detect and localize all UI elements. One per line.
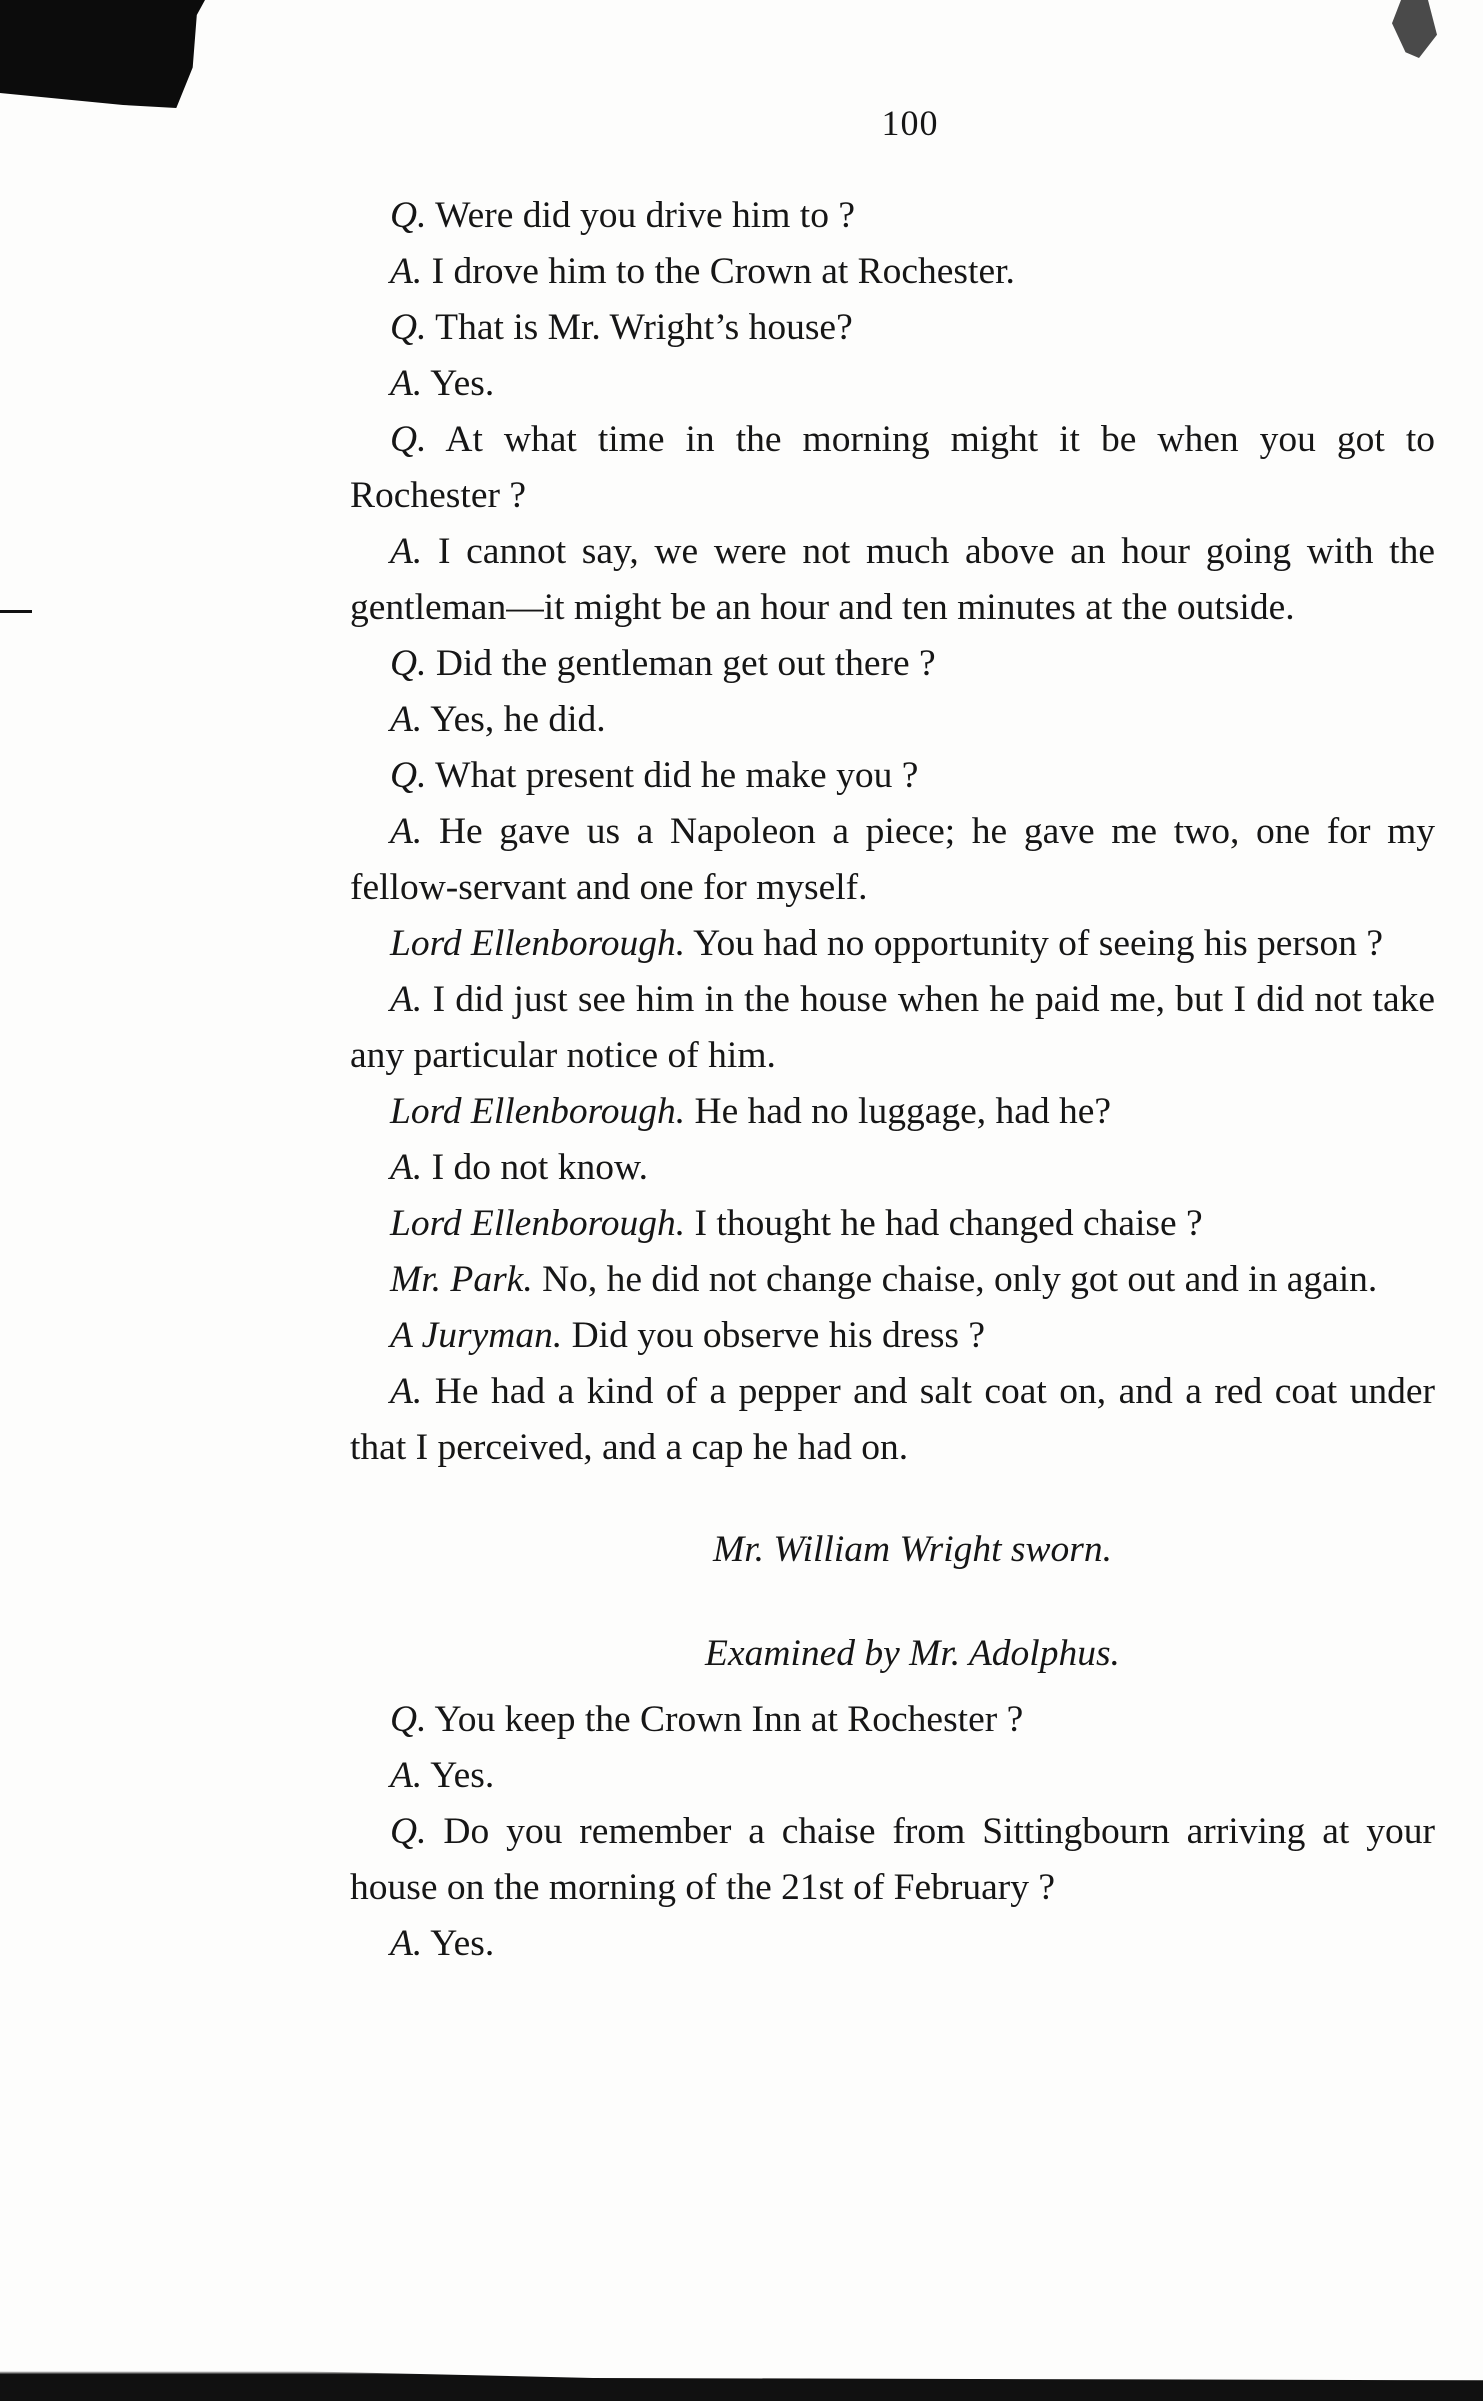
- speaker-label: Q.: [390, 643, 427, 684]
- scan-shadow-bottom: [0, 2355, 1483, 2401]
- exchange: [350, 1084, 1435, 1140]
- transcript-body: [350, 188, 1435, 1972]
- exchange-text: No, he did not change chaise, only got out and in again.: [542, 1259, 1378, 1300]
- speaker-label: A.: [390, 979, 423, 1020]
- exchange: [350, 748, 1435, 804]
- exchange: [350, 916, 1435, 972]
- exchange-text: He had a kind of a pepper and salt coat on, and a red coat under that I perceived, and a cap he had on.: [350, 1371, 1436, 1468]
- exchange-text: He had no luggage, had he?: [694, 1091, 1112, 1132]
- speaker-label: A.: [390, 1371, 423, 1412]
- exchange-text: Did the gentleman get out there ?: [435, 643, 936, 684]
- examined-by-heading: Examined by Mr. Adolphus.: [705, 1633, 1120, 1674]
- exchange: [350, 804, 1435, 916]
- exchange-text: At what time in the morning might it be when you got to Rochester ?: [350, 419, 1435, 516]
- exchange: [350, 972, 1435, 1084]
- exchange-text: He gave us a Napoleon a piece; he gave me two, one for my fellow-servant and one for myself.: [350, 811, 1435, 908]
- speaker-label: Q.: [390, 1699, 427, 1740]
- exchange-text: Were did you drive him to ?: [435, 195, 855, 236]
- exchange-text: I thought he had changed chaise ?: [694, 1203, 1203, 1244]
- margin-mark: [0, 610, 32, 613]
- exchange: [350, 188, 1435, 244]
- speaker-label: Q.: [390, 307, 427, 348]
- speaker-label: Q.: [390, 1811, 427, 1852]
- exchange-text: Yes, he did.: [430, 699, 606, 740]
- exchange-text: That is Mr. Wright’s house?: [435, 307, 853, 348]
- exchange-text: I do not know.: [431, 1147, 648, 1188]
- exchange-text: I did just see him in the house when he paid me, but I did not take any particular notice of him.: [350, 979, 1435, 1076]
- exchange: [350, 1308, 1435, 1364]
- exchange-text: I cannot say, we were not much above an hour going with the gentleman—it might be an hour and ten minutes at the outside.: [350, 531, 1435, 628]
- exchange-text: Yes.: [430, 1923, 495, 1964]
- exchange-text: I drove him to the Crown at Rochester.: [431, 251, 1015, 292]
- speaker-label: A.: [390, 811, 423, 852]
- scan-shadow-top-right: [1392, 0, 1437, 58]
- witness-sworn-heading: Mr. William Wright sworn.: [712, 1529, 1113, 1570]
- speaker-label: Q.: [390, 195, 427, 236]
- exchange: [350, 1364, 1435, 1476]
- scan-shadow-top-left: [0, 0, 205, 150]
- exchange: [350, 1916, 1435, 1972]
- exchange-text: Yes.: [430, 363, 495, 404]
- exchange: [350, 300, 1435, 356]
- exchange: [350, 1748, 1435, 1804]
- speaker-label: Q.: [390, 755, 427, 796]
- exchange: [350, 356, 1435, 412]
- page-number: 100: [881, 103, 939, 143]
- exchange: [350, 524, 1435, 636]
- exchange-text: You keep the Crown Inn at Rochester ?: [434, 1699, 1024, 1740]
- speaker-label: A Juryman.: [390, 1315, 563, 1356]
- exchange: [350, 1196, 1435, 1252]
- exchange: [350, 1140, 1435, 1196]
- speaker-label: A.: [390, 1755, 423, 1796]
- speaker-label: A.: [390, 363, 423, 404]
- speaker-label: A.: [390, 1923, 423, 1964]
- speaker-label: A.: [390, 1147, 423, 1188]
- exchange-text: Yes.: [430, 1755, 495, 1796]
- speaker-label: Q.: [390, 419, 427, 460]
- exchange: [350, 1692, 1435, 1748]
- exchange-text: You had no opportunity of seeing his person ?: [693, 923, 1384, 964]
- speaker-label: A.: [390, 531, 423, 572]
- speaker-label: Lord Ellenborough.: [390, 923, 686, 964]
- speaker-label: Mr. Park.: [390, 1259, 533, 1300]
- exchange-text: What present did he make you ?: [435, 755, 919, 796]
- speaker-label: Lord Ellenborough.: [390, 1091, 686, 1132]
- exchange: [350, 1804, 1435, 1916]
- exchange: [350, 692, 1435, 748]
- speaker-label: A.: [390, 699, 423, 740]
- speaker-label: Lord Ellenborough.: [390, 1203, 686, 1244]
- exchange: [350, 1252, 1435, 1308]
- exchange: [350, 636, 1435, 692]
- exchange-text: Do you remember a chaise from Sittingbourn arriving at your house on the morning of the 21st of February ?: [350, 1811, 1435, 1908]
- speaker-label: A.: [390, 251, 423, 292]
- exchange-text: Did you observe his dress ?: [571, 1315, 986, 1356]
- exchange: [350, 412, 1435, 524]
- exchange: [350, 244, 1435, 300]
